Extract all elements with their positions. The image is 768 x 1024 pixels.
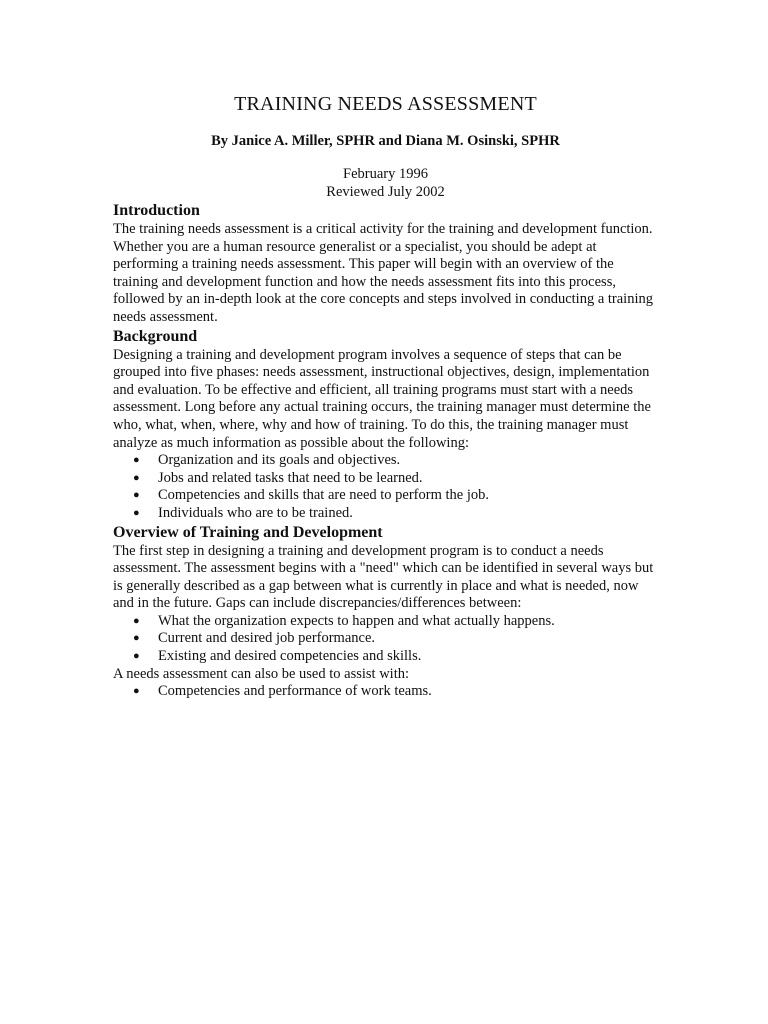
section-heading-background: Background xyxy=(113,327,198,345)
bullet-icon: ● xyxy=(133,506,140,519)
overview-bullet-list xyxy=(113,613,658,666)
document-reviewed-date: Reviewed July 2002 xyxy=(326,184,445,200)
list-item: ● Competencies and performance of work teams. xyxy=(133,683,432,700)
section-heading-overview: Overview of Training and Development xyxy=(113,523,383,541)
bullet-icon: ● xyxy=(133,454,140,467)
bullet-icon: ● xyxy=(133,685,140,698)
overview-paragraph-2: A needs assessment can also be used to assist with: xyxy=(113,665,409,682)
document-date: February 1996 xyxy=(343,166,428,182)
document-byline: By Janice A. Miller, SPHR and Diana M. Osinski, SPHR xyxy=(211,133,560,149)
document-title: TRAINING NEEDS ASSESSMENT xyxy=(234,93,537,115)
list-item: ● Existing and desired competencies and skills. xyxy=(133,648,422,665)
background-paragraph: Designing a training and development program involves a sequence of steps that can be grouped into five phases: needs assessment, instructional objectives, design, implementation and evaluation. To be effective and efficient, all training programs must start with a needs assessment. Long before any actual training occurs, the training manager must determine the who, what, when, where, why and how of training. To do this, the training manager must analyze as much information as possible about the following: xyxy=(113,346,651,451)
list-item: ● What the organization expects to happen and what actually happens. xyxy=(133,612,555,629)
background-bullet-list xyxy=(113,452,658,522)
overview-bullet-list-2 xyxy=(113,683,658,701)
list-item: ● Current and desired job performance. xyxy=(133,630,376,647)
list-item: ● Individuals who are to be trained. xyxy=(133,504,353,521)
overview-paragraph: The first step in designing a training and development program is to conduct a needs assessment. The assessment begins with a "need" which can be identified in several ways but is generally described as a gap between what is currently in place and what is needed, now and in the future. Gaps can include discrepancies/differences between: xyxy=(113,542,654,612)
list-item: ● Competencies and skills that are need to perform the job. xyxy=(133,487,489,504)
bullet-icon: ● xyxy=(133,614,140,627)
section-heading-introduction: Introduction xyxy=(113,202,200,219)
document-content xyxy=(113,92,658,701)
list-item: ● Organization and its goals and objectives. xyxy=(133,452,401,469)
introduction-paragraph: The training needs assessment is a critical activity for the training and development function. Whether you are a human resource generalist or a specialist, you should be adept at performing a training needs assessment. This paper will begin with an overview of the training and development function and how the needs assessment fits into this process, followed by an in-depth look at the core concepts and steps involved in conducting a training needs assessment. xyxy=(113,221,653,325)
bullet-icon: ● xyxy=(133,489,140,502)
list-item: ● Jobs and related tasks that need to be learned. xyxy=(133,469,423,486)
bullet-icon: ● xyxy=(133,471,140,484)
bullet-icon: ● xyxy=(133,650,140,663)
document-dates xyxy=(113,165,658,201)
bullet-icon: ● xyxy=(133,632,140,645)
